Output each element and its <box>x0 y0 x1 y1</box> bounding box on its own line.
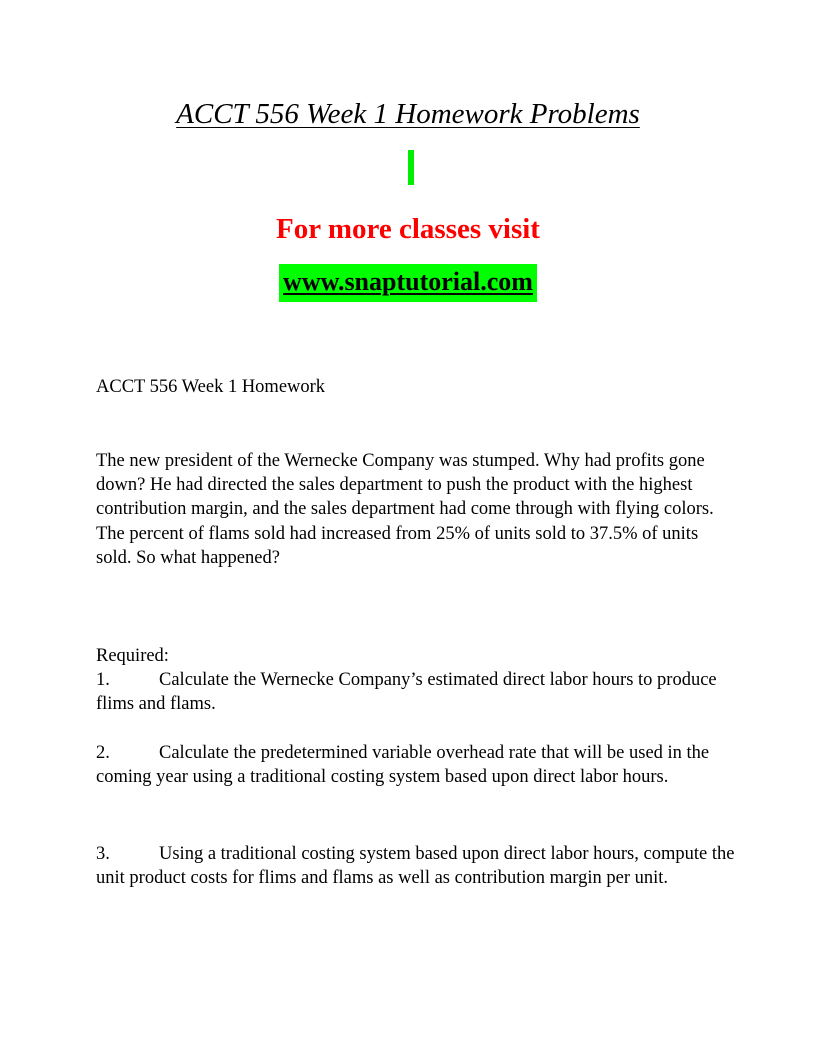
document-title: ACCT 556 Week 1 Homework Problems <box>176 98 640 130</box>
text-cursor-mark <box>408 150 414 185</box>
requirement-item-3 <box>96 842 736 890</box>
item-text: Calculate the predetermined variable overhead rate that will be used in the coming year using a traditional costing system based upon direct labor hours. <box>96 743 710 788</box>
item-number: 3. <box>96 844 110 864</box>
link-container <box>0 264 816 302</box>
requirement-item-1 <box>96 668 736 716</box>
item-text: Calculate the Wernecke Company’s estimated direct labor hours to produce flims and flams. <box>96 670 717 715</box>
item-number: 2. <box>96 743 110 763</box>
item-number: 1. <box>96 670 110 690</box>
website-link[interactable]: www.snaptutorial.com <box>279 264 537 302</box>
problem-paragraph: The new president of the Wernecke Company was stumped. Why had profits gone down? He had directed the sales department to push the product with the highest contribution margin, and the sales department had come through with flying colors. The percent of flams sold had increased from 25% of units sold to 37.5% of units sold. So what happened? <box>96 451 714 568</box>
homework-subheading: ACCT 556 Week 1 Homework <box>96 377 326 397</box>
promo-text: For more classes visit <box>276 213 540 245</box>
required-label: Required: <box>96 646 169 666</box>
item-text: Using a traditional costing system based upon direct labor hours, compute the unit product costs for flims and flams as well as contribution margin per unit. <box>96 844 735 889</box>
requirement-item-2 <box>96 741 736 789</box>
